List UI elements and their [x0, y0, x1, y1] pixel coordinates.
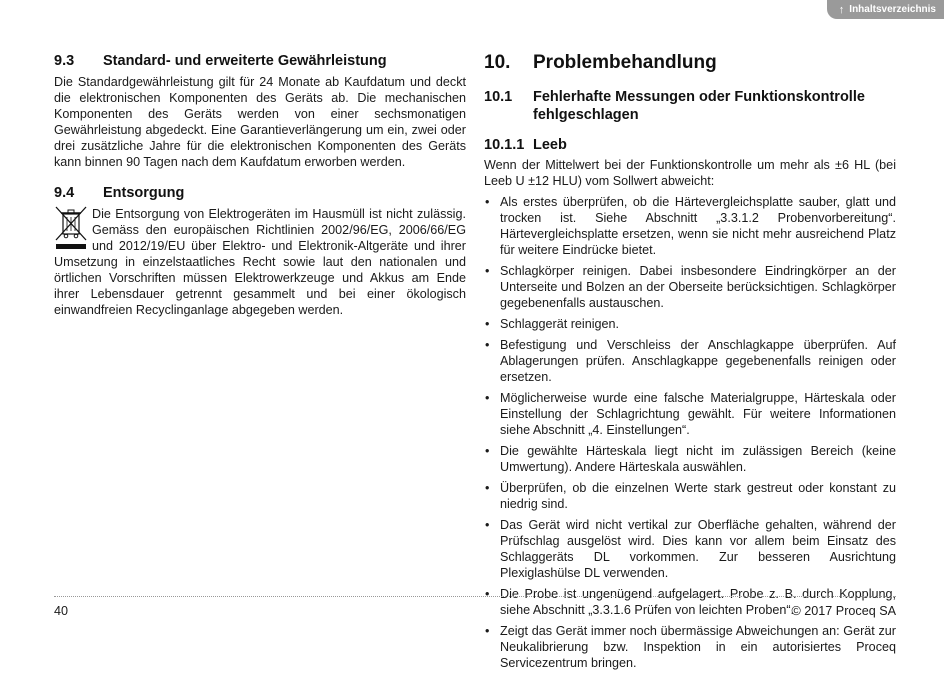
list-item: • Die Probe ist ungenügend aufgelagert. Probe z. B. durch Kopplung, siehe Abschnitt „3.3.1.6 Prüfen von leichten Proben“.: [484, 586, 896, 618]
leeb-intro: Wenn der Mittelwert bei der Funktionskontrolle um mehr als ±6 HL (bei Leeb U ±12 HLU) vom Sollwert abweicht:: [484, 158, 896, 188]
section-number: 10.1: [484, 89, 513, 105]
warranty-text: Die Standardgewährleistung gilt für 24 Monate ab Kaufdatum und deckt die elektronischen Komponenten des Geräts ab. Die mechanischen Komponenten des Geräts werden von einer sechsmonatigen Gewährleistung abgedeckt. Eine Garantieverlängerung um ein, zwei oder drei zusätzliche Jahre für die elektronischen Komponenten des Geräts kann binnen 90 Tagen nach dem Kaufdatum erworben werden.: [54, 75, 466, 169]
section-title: Leeb: [533, 137, 567, 153]
list-item: • Das Gerät wird nicht vertikal zur Oberfläche gehalten, während der Prüfschlag ausgelöst wird. Dies kann vor allem beim Einsatz des Schlaggeräts DL vorkommen. Zur besseren Ausrichtung Plexiglashülse DL verwenden.: [484, 517, 896, 581]
left-column: [54, 52, 466, 318]
page-number: 40: [54, 604, 69, 618]
crossed-bin-icon: [54, 206, 88, 250]
section-title: Fehlerhafte Messungen oder Funktionskontrolle fehlgeschlagen: [533, 89, 865, 123]
section-title: Standard- und erweiterte Gewährleistung: [103, 53, 387, 69]
arrow-up-icon: ↑: [838, 3, 845, 16]
list-item: • Die gewählte Härteskala liegt nicht im zulässigen Bereich (keine Umwertung). Andere Härteskala auswählen.: [484, 443, 896, 475]
footer-divider: [54, 596, 896, 597]
section-number: 10.1.1: [484, 137, 525, 153]
list-item: • Befestigung und Verschleiss der Anschlagkappe überprüfen. Auf Ablagerungen prüfen. Anschlagkappe gegebenenfalls reinigen oder ersetzen.: [484, 337, 896, 385]
list-item: • Als erstes überprüfen, ob die Härtevergleichsplatte sauber, glatt und trocken ist. Siehe Abschnitt „3.3.1.2 Probenvorbereitung“. Härtevergleichsplatte ersetzen, wenn sie nicht mehr ausreichend Platz für weitere Eindrücke bietet.: [484, 194, 896, 258]
section-heading-9-3: [54, 52, 466, 70]
toc-label: Inhaltsverzeichnis: [849, 4, 936, 15]
list-item: • Schlagkörper reinigen. Dabei insbesondere Eindringkörper an der Unterseite und Bolzen an der Oberseite berücksichtigen. Schlagkörper gegebenenfalls austauschen.: [484, 263, 896, 311]
list-item: • Möglicherweise wurde eine falsche Materialgruppe, Härteskala oder Einstellung der Schlagrichtung gewählt. Für weitere Informationen siehe Abschnitt „4. Einstellungen“.: [484, 390, 896, 438]
troubleshooting-list: [484, 194, 896, 671]
section-heading-10-1: [484, 88, 896, 124]
toc-link[interactable]: [827, 0, 944, 19]
list-item: • Überprüfen, ob die einzelnen Werte stark gestreut oder konstant zu niedrig sind.: [484, 480, 896, 512]
list-item: • Schlaggerät reinigen.: [484, 316, 896, 332]
right-column: [484, 52, 896, 676]
disposal-block: [54, 206, 466, 318]
chapter-title: Problembehandlung: [533, 52, 717, 73]
section-heading-9-4: [54, 184, 466, 202]
section-heading-10-1-1: [484, 136, 896, 154]
disposal-text: Die Entsorgung von Elektrogeräten im Hausmüll ist nicht zulässig. Gemäss den europäischen Richtlinien 2002/96/EG, 2006/66/EG und 2012/19/EU über Elektro- und Elektronik-Altgeräte und ihrer Umsetzung in einzelstaatliches Recht sowie laut den nationalen und örtlichen Vorschriften müssen Elektrowerkzeuge und Akkus am Ende ihrer Lebensdauer getrennt gesammelt und bei einer ökologisch einwandfreien Recyclinganlage abgegeben werden.: [54, 207, 466, 317]
chapter-number: 10.: [484, 52, 511, 73]
list-item: • Zeigt das Gerät immer noch übermässige Abweichungen an: Gerät zur Neukalibrierung bzw. Inspektion in ein autorisiertes Proceq Servicezentrum bringen.: [484, 623, 896, 671]
chapter-heading-10: [484, 52, 896, 74]
section-title: Entsorgung: [103, 185, 185, 201]
section-number: 9.3: [54, 53, 75, 69]
section-number: 9.4: [54, 185, 75, 201]
copyright: © 2017 Proceq SA: [791, 604, 896, 618]
